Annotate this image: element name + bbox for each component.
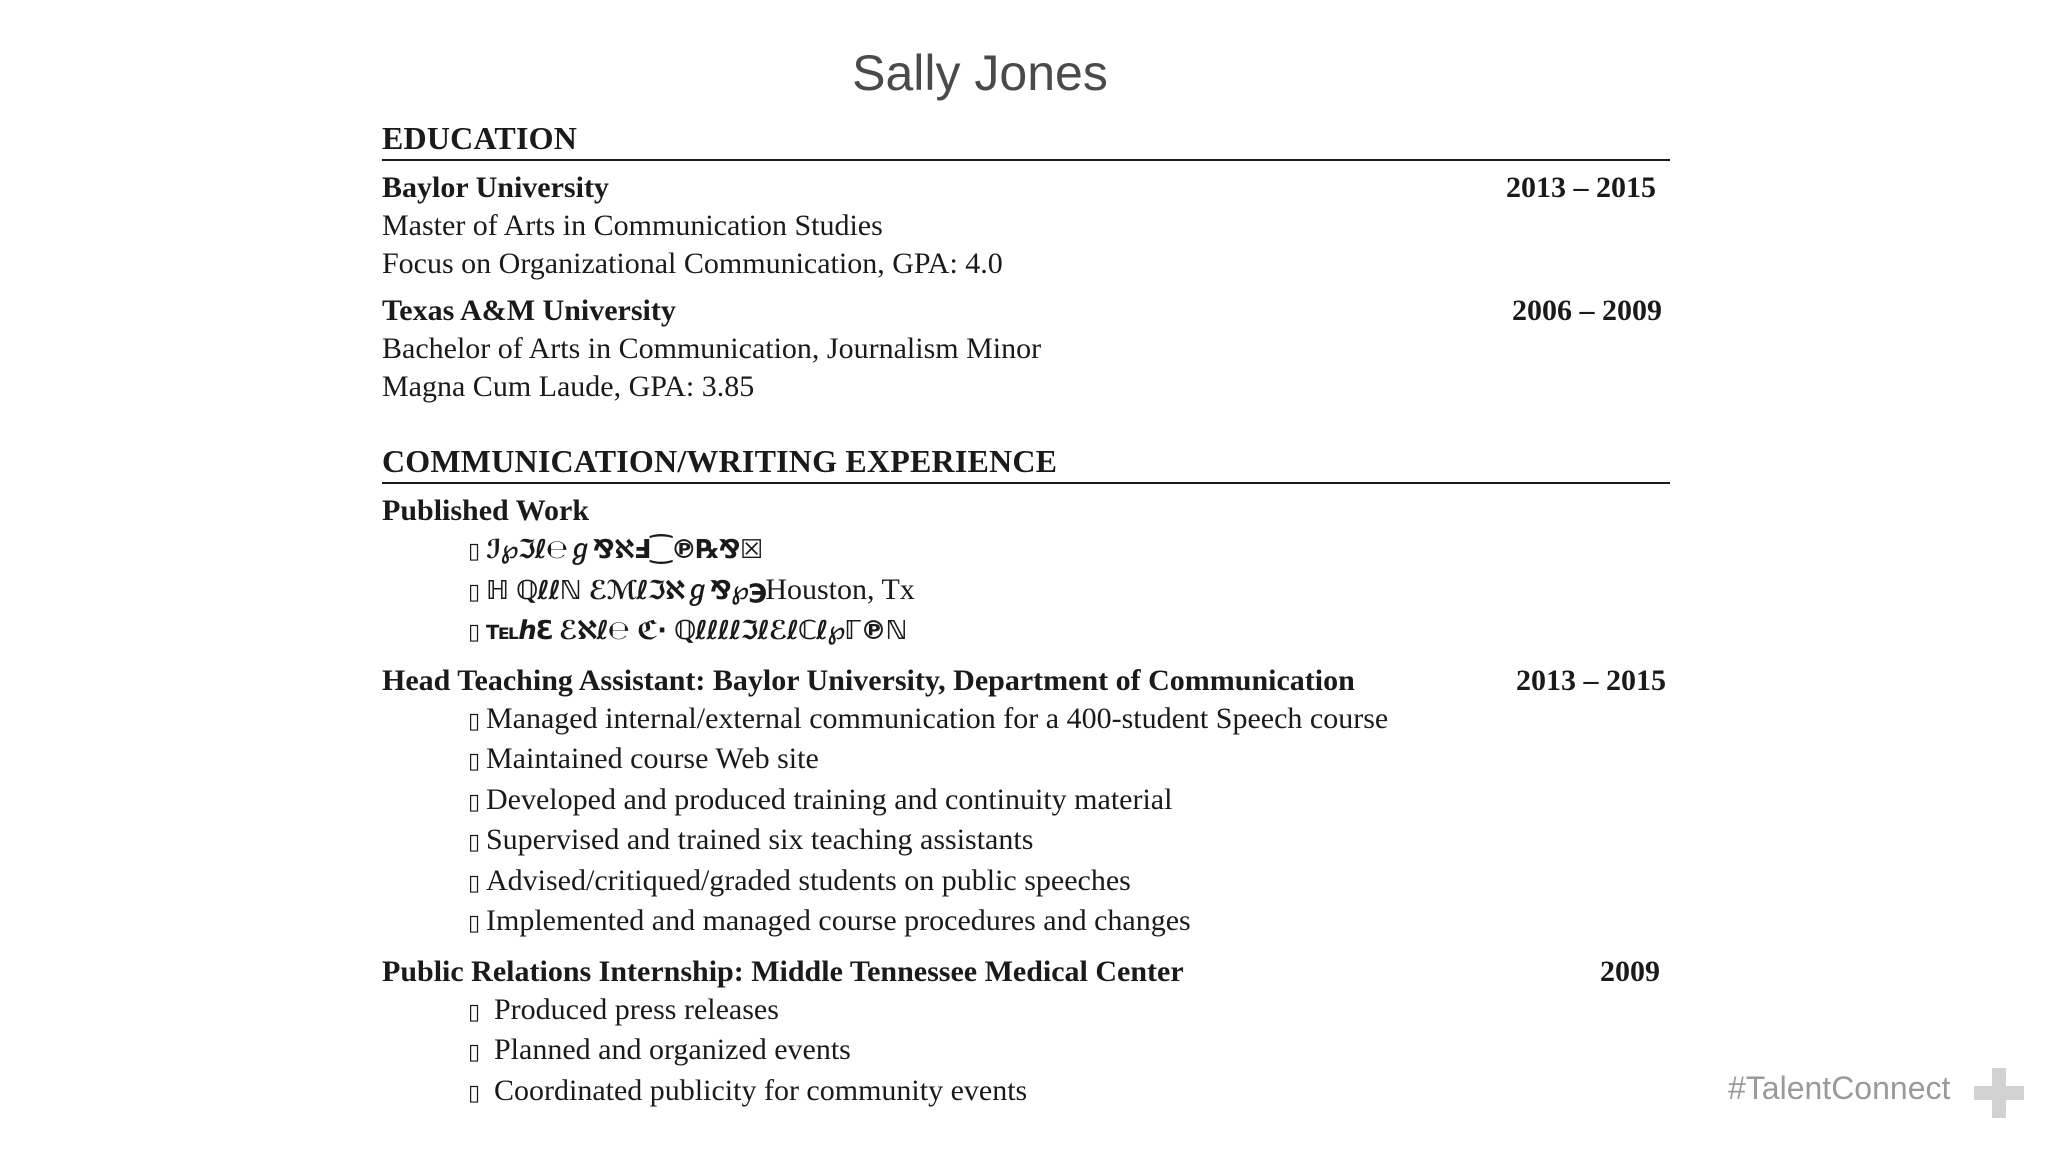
job-bullet: ▯ Advised/critiqued/graded students on public speeches [382, 862, 1670, 903]
education-dates: 2006 – 2009 [1512, 294, 1662, 327]
bullet-glyph-icon: ▯ [468, 999, 481, 1025]
detail-line: Magna Cum Laude, GPA: 3.85 [382, 369, 755, 403]
page-title: Sally Jones [852, 45, 1108, 101]
experience-heading: COMMUNICATION/WRITING EXPERIENCE [382, 443, 1670, 484]
bullet-glyph-icon: ▯ [468, 1040, 481, 1065]
bullet-glyph-icon: ▯ [468, 830, 481, 855]
plus-icon [1974, 1068, 2024, 1118]
job-dates: 2009 [1600, 954, 1660, 988]
published-item [382, 611, 1670, 652]
published-item: ▯ ℍ ℚℓℓℕ ℰℳℓℑℵℊ⅋℘℈Houston, Tx [382, 571, 1670, 612]
school-name: Texas A&M University [382, 294, 676, 327]
education-entry [382, 169, 1670, 282]
job-bullet: ▯ Managed internal/external communication for a 400-student Speech course [382, 700, 1670, 741]
published-work [382, 492, 1670, 652]
job-bullet: ▯ Developed and produced training and continuity material [382, 781, 1670, 822]
bullet-glyph-icon: ▯ [468, 579, 481, 605]
talent-connect-hashtag: #TalentConnect [1728, 1070, 1951, 1106]
job-bullet: ▯ Coordinated publicity for community events [382, 1072, 1670, 1113]
education-entry [382, 292, 1670, 405]
job-title: Public Relations Internship: Middle Tennessee Medical Center [382, 954, 1184, 988]
bullet-glyph-icon: ▯ [468, 870, 481, 896]
job-entry [382, 662, 1670, 943]
bullet-glyph-icon: ▯ [468, 749, 481, 774]
job-bullet: ▯ Implemented and managed course procedures and changes [382, 902, 1670, 943]
bullet-glyph-icon: ▯ [468, 620, 481, 645]
education-dates: 2013 – 2015 [1506, 171, 1656, 204]
job-bullet: ▯ Supervised and trained six teaching assistants [382, 821, 1670, 862]
resume-document [382, 120, 1670, 1112]
bullet-glyph-icon: ▯ [468, 539, 481, 564]
education-heading: EDUCATION [382, 120, 1670, 161]
school-name: Baylor University [382, 171, 609, 204]
job-entry [382, 953, 1670, 1113]
job-bullet: ▯ Produced press releases [382, 991, 1670, 1032]
job-title: Head Teaching Assistant: Baylor University, Department of Communication [382, 663, 1355, 697]
published-work-title: Published Work [382, 494, 590, 527]
garbled-glyphs-icon: ℡ℎℇ ℰℵℓ℮ ℭ⋅ ℚℓℓℓℓℑℓℰℓℂℓ℘ℾ℗ℕ [486, 616, 907, 646]
bullet-glyph-icon: ▯ [468, 708, 481, 734]
bullet-glyph-icon: ▯ [468, 1080, 481, 1106]
degree-line: Bachelor of Arts in Communication, Journalism Minor [382, 332, 1042, 365]
bullet-glyph-icon: ▯ [468, 789, 481, 815]
job-bullet: ▯ Planned and organized events [382, 1031, 1670, 1072]
published-item [382, 530, 1670, 571]
garbled-glyphs-icon: ℐ℘ℑℓ℮ℊ⅋ℵℲ⁐℗℞⅋☒ [486, 535, 763, 565]
job-bullet: ▯ Maintained course Web site [382, 740, 1670, 781]
job-dates: 2013 – 2015 [1516, 663, 1666, 697]
detail-line: Focus on Organizational Communication, GPA: 4.0 [382, 246, 1003, 280]
bullet-glyph-icon: ▯ [468, 911, 481, 936]
degree-line: Master of Arts in Communication Studies [382, 209, 883, 242]
garbled-glyphs-icon: ℍ ℚℓℓℕ ℰℳℓℑℵℊ⅋℘℈ [486, 575, 766, 606]
